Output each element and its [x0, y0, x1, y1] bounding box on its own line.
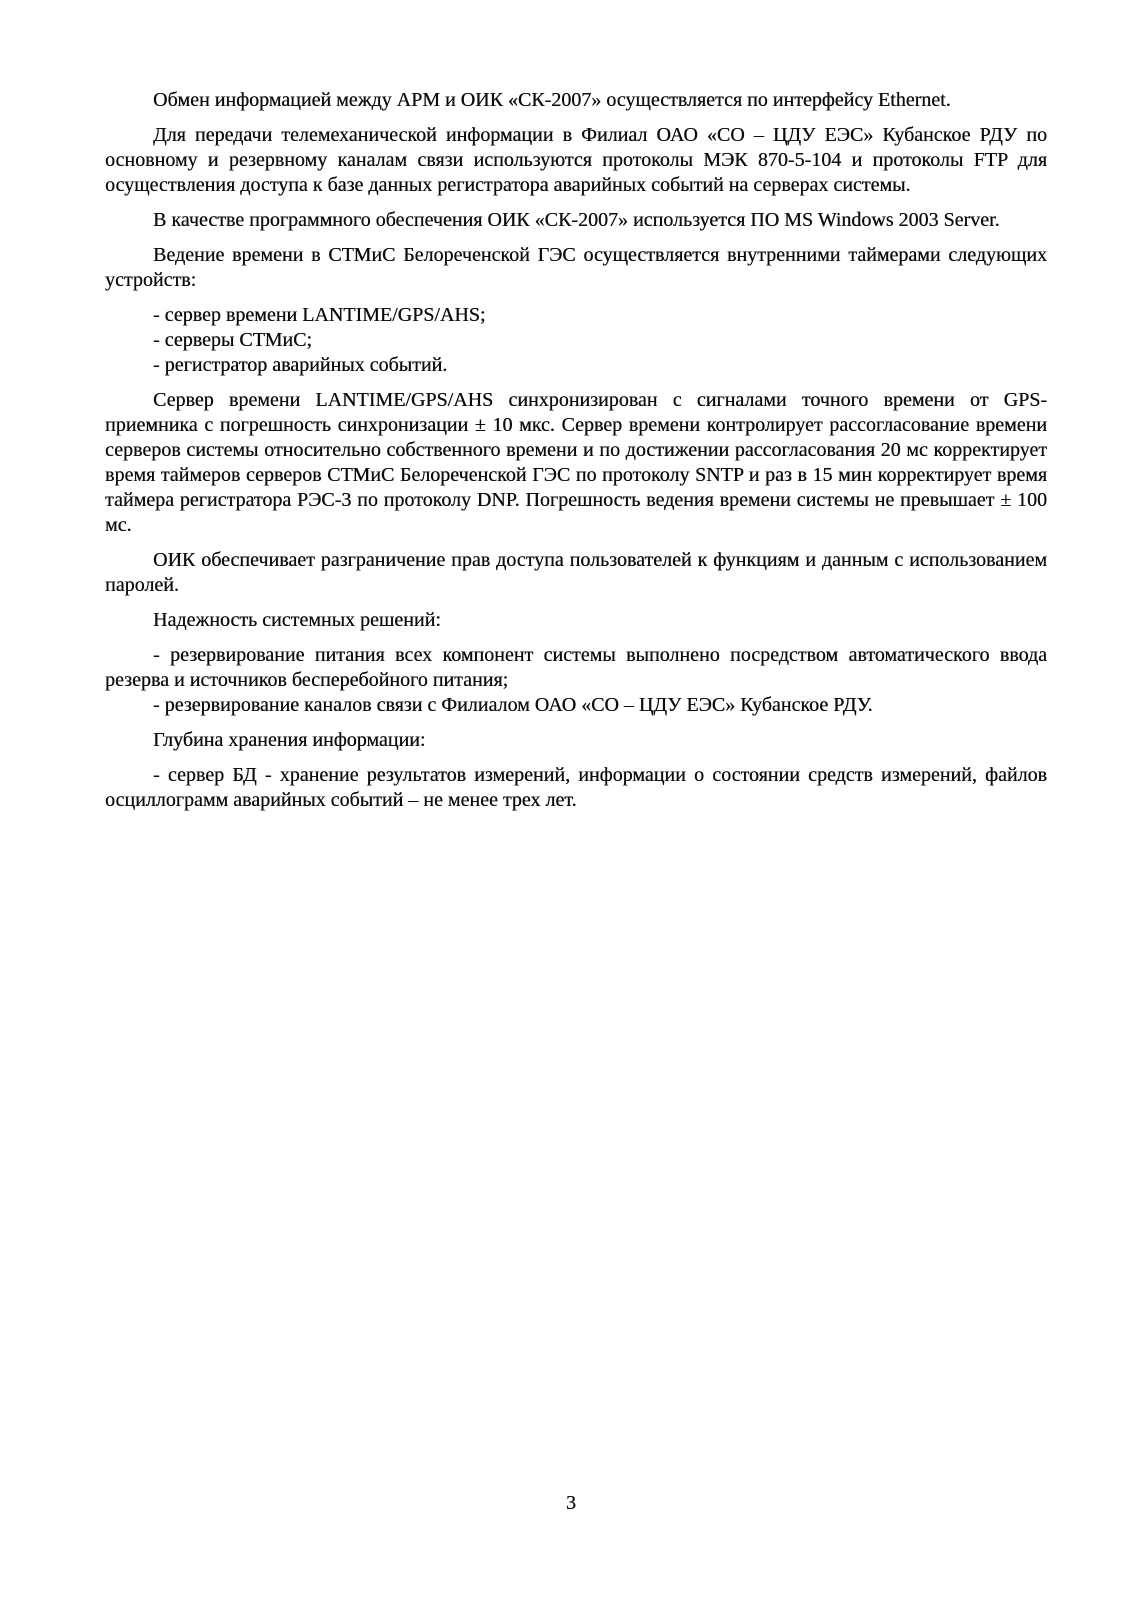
list-item-time-server: - сервер времени LANTIME/GPS/AHS;	[153, 304, 486, 326]
list-item-stmis-servers: - серверы СТМиС;	[153, 329, 312, 351]
page-number: 3	[566, 1492, 576, 1514]
paragraph-storage-heading: Глубина хранения информации:	[153, 729, 426, 751]
page-content	[105, 88, 1047, 823]
list-item-channel-redundancy: - резервирование каналов связи с Филиалом ОАО «СО – ЦДУ ЕЭС» Кубанское РДУ.	[153, 694, 873, 716]
paragraph-protocols: Для передачи телемеханической информации в Филиал ОАО «СО – ЦДУ ЕЭС» Кубанское РДУ по основному и резервному каналам связи используются протоколы МЭК 870-5-104 и протоколы FTP для осуществления доступа к базе данных регистратора аварийных событий на серверах системы.	[105, 124, 1047, 196]
paragraph-time-keeping: Ведение времени в СТМиС Белореченской ГЭС осуществляется внутренними таймерами следующих устройств:	[105, 244, 1047, 291]
paragraph-ethernet: Обмен информацией между АРМ и ОИК «СК-2007» осуществляется по интерфейсу Ethernet.	[153, 89, 951, 111]
list-item-event-recorder: - регистратор аварийных событий.	[153, 354, 448, 376]
paragraph-software: В качестве программного обеспечения ОИК «СК-2007» используется ПО MS Windows 2003 Server.	[153, 209, 1000, 231]
paragraph-reliability-heading: Надежность системных решений:	[153, 609, 441, 631]
paragraph-access-rights: ОИК обеспечивает разграничение прав доступа пользователей к функциям и данным с использованием паролей.	[105, 549, 1047, 596]
paragraph-db-server-storage: - сервер БД - хранение результатов измерений, информации о состоянии средств измерений, файлов осциллограмм аварийных событий – не менее трех лет.	[105, 764, 1047, 811]
paragraph-time-sync: Сервер времени LANTIME/GPS/AHS синхронизирован с сигналами точного времени от GPS-приемника с погрешность синхронизации ± 10 мкс. Сервер времени контролирует рассогласование времени серверов системы относительно собственного времени и по достижении рассогласования 20 мс корректирует время таймеров серверов СТМиС Белореченской ГЭС по протоколу SNTP и раз в 15 мин корректирует время таймера регистратора РЭС-3 по протоколу DNP. Погрешность ведения времени системы не превышает ± 100 мс.	[105, 389, 1047, 536]
list-item-power-redundancy: - резервирование питания всех компонент системы выполнено посредством автоматического ввода резерва и источников бесперебойного питания;	[105, 644, 1047, 691]
